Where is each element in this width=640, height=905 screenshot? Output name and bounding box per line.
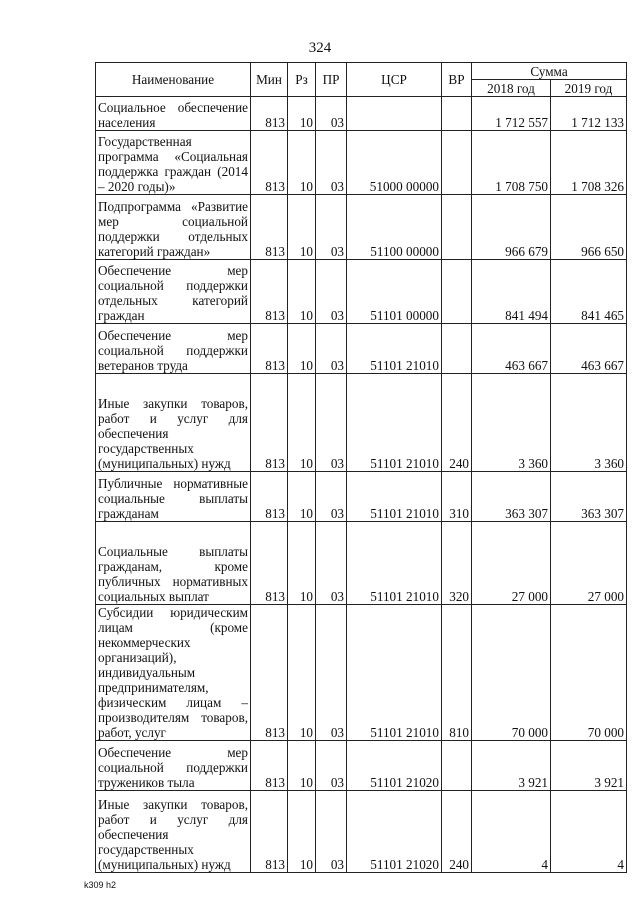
row-min: 813: [251, 260, 288, 324]
row-vr: [442, 131, 472, 195]
row-rz: 10: [288, 741, 316, 791]
row-csr: 51100 00000: [347, 195, 442, 260]
row-2019: 1 712 133: [551, 97, 627, 131]
row-rz: 10: [288, 260, 316, 324]
row-min: 813: [251, 324, 288, 374]
table-row: [96, 131, 627, 195]
table-row: [96, 324, 627, 374]
row-2019: 363 307: [551, 472, 627, 522]
table-row: [96, 260, 627, 324]
row-csr: 51101 21010: [347, 522, 442, 605]
row-csr: 51101 21010: [347, 605, 442, 741]
budget-table: [95, 62, 627, 873]
row-2018: 3 921: [472, 741, 551, 791]
header-name: Наименование: [96, 63, 251, 97]
row-name: Обеспечение мер социальной поддержки тружеников тыла: [96, 741, 251, 791]
row-2018: 70 000: [472, 605, 551, 741]
row-min: 813: [251, 195, 288, 260]
row-csr: 51101 21010: [347, 324, 442, 374]
row-pr: 03: [316, 472, 347, 522]
row-vr: [442, 741, 472, 791]
row-2018: 4: [472, 791, 551, 873]
row-2018: 966 679: [472, 195, 551, 260]
row-min: 813: [251, 472, 288, 522]
row-csr: 51101 21020: [347, 791, 442, 873]
row-rz: 10: [288, 131, 316, 195]
row-name: Социальное обеспечение населения: [96, 97, 251, 131]
table-row: [96, 605, 627, 741]
row-csr: 51101 00000: [347, 260, 442, 324]
row-vr: 320: [442, 522, 472, 605]
row-rz: 10: [288, 324, 316, 374]
row-csr: 51101 21010: [347, 472, 442, 522]
row-name: Иные закупки товаров, работ и услуг для обеспечения государственных (муниципальных) нужд: [96, 791, 251, 873]
header-csr: ЦСР: [347, 63, 442, 97]
row-2018: 363 307: [472, 472, 551, 522]
table-row: [96, 374, 627, 472]
row-rz: 10: [288, 472, 316, 522]
row-2018: 841 494: [472, 260, 551, 324]
row-min: 813: [251, 97, 288, 131]
row-min: 813: [251, 374, 288, 472]
row-min: 813: [251, 131, 288, 195]
header-pr: ПР: [316, 63, 347, 97]
header-min: Мин: [251, 63, 288, 97]
row-name: Обеспечение мер социальной поддержки отдельных категорий граждан: [96, 260, 251, 324]
row-2019: 841 465: [551, 260, 627, 324]
row-name: Обеспечение мер социальной поддержки ветеранов труда: [96, 324, 251, 374]
row-2018: 27 000: [472, 522, 551, 605]
row-vr: 240: [442, 791, 472, 873]
row-vr: 240: [442, 374, 472, 472]
row-2019: 966 650: [551, 195, 627, 260]
row-rz: 10: [288, 605, 316, 741]
row-vr: [442, 97, 472, 131]
row-vr: [442, 195, 472, 260]
row-rz: 10: [288, 374, 316, 472]
row-2019: 3 921: [551, 741, 627, 791]
row-pr: 03: [316, 195, 347, 260]
row-2019: 463 667: [551, 324, 627, 374]
row-vr: [442, 260, 472, 324]
header-vr: ВР: [442, 63, 472, 97]
table-row: [96, 195, 627, 260]
footer-code: k309 h2: [84, 880, 117, 890]
row-pr: 03: [316, 374, 347, 472]
header-2019: 2019 год: [551, 80, 627, 97]
row-min: 813: [251, 605, 288, 741]
row-csr: 51101 21020: [347, 741, 442, 791]
row-csr: 51000 00000: [347, 131, 442, 195]
row-rz: 10: [288, 195, 316, 260]
row-name: Подпрограмма «Развитие мер социальной поддержки отдельных категорий граждан»: [96, 195, 251, 260]
row-2018: 463 667: [472, 324, 551, 374]
header-rz: Рз: [288, 63, 316, 97]
row-2019: 1 708 326: [551, 131, 627, 195]
row-vr: 310: [442, 472, 472, 522]
row-name: Социальные выплаты гражданам, кроме публичных нормативных социальных выплат: [96, 522, 251, 605]
table-row: [96, 97, 627, 131]
table-row: [96, 741, 627, 791]
table-row: [96, 791, 627, 873]
row-name: Иные закупки товаров, работ и услуг для обеспечения государственных (муниципальных) нужд: [96, 374, 251, 472]
row-2019: 4: [551, 791, 627, 873]
row-rz: 10: [288, 522, 316, 605]
row-rz: 10: [288, 97, 316, 131]
row-pr: 03: [316, 131, 347, 195]
row-name: Государственная программа «Социальная поддержка граждан (2014 – 2020 годы)»: [96, 131, 251, 195]
row-vr: 810: [442, 605, 472, 741]
row-pr: 03: [316, 260, 347, 324]
row-2018: 3 360: [472, 374, 551, 472]
row-min: 813: [251, 522, 288, 605]
row-csr: 51101 21010: [347, 374, 442, 472]
row-pr: 03: [316, 522, 347, 605]
row-2019: 27 000: [551, 522, 627, 605]
row-name: Публичные нормативные социальные выплаты гражданам: [96, 472, 251, 522]
row-2018: 1 708 750: [472, 131, 551, 195]
row-pr: 03: [316, 741, 347, 791]
row-vr: [442, 324, 472, 374]
table-row: [96, 472, 627, 522]
row-pr: 03: [316, 791, 347, 873]
row-name: Субсидии юридическим лицам (кроме некоммерческих организаций), индивидуальным предпринимателям, физическим лицам – производителям товаров, работ, услуг: [96, 605, 251, 741]
row-min: 813: [251, 741, 288, 791]
table-row: [96, 522, 627, 605]
header-sum: Сумма: [472, 63, 627, 80]
row-2019: 3 360: [551, 374, 627, 472]
row-pr: 03: [316, 605, 347, 741]
page-number: 324: [308, 40, 332, 56]
row-pr: 03: [316, 97, 347, 131]
row-2018: 1 712 557: [472, 97, 551, 131]
row-2019: 70 000: [551, 605, 627, 741]
row-pr: 03: [316, 324, 347, 374]
row-csr: [347, 97, 442, 131]
header-2018: 2018 год: [472, 80, 551, 97]
row-rz: 10: [288, 791, 316, 873]
row-min: 813: [251, 791, 288, 873]
